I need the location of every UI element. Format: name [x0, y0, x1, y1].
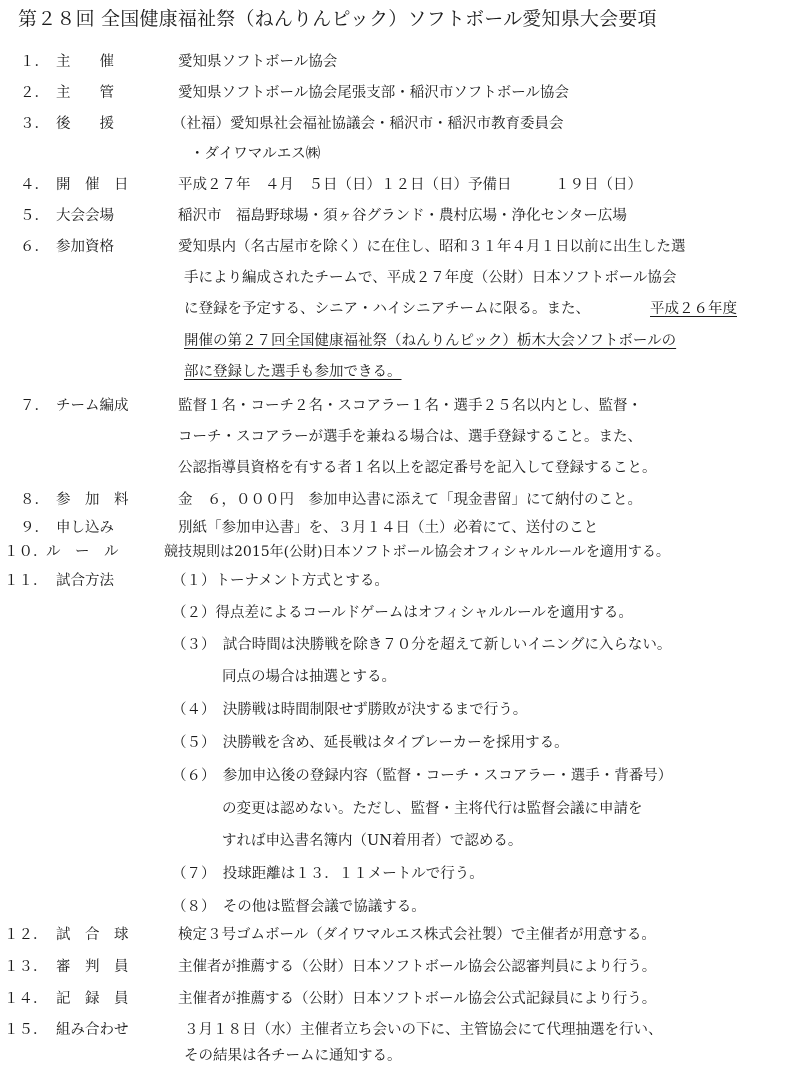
section-8-text: 金 ６，０００円 参加申込書に添えて「現金書留」にて納付のこと。 — [178, 492, 642, 508]
section-14-label: 記 録 員 — [56, 991, 129, 1007]
section-6-text-2: 手により編成されたチームで、平成２７年度（公財）日本ソフトボール協会 — [184, 270, 677, 286]
page-title: 第２８回 全国健康福祉祭（ねんりんピック）ソフトボール愛知県大会要項 — [18, 8, 657, 30]
section-14-number: １４． — [4, 991, 48, 1007]
section-11-label: 試合方法 — [56, 573, 114, 589]
section-6-text-1: 愛知県内（名古屋市を除く）に在住し、昭和３１年４月１日以前に出生した選 — [178, 239, 686, 255]
section-11-item-3: （３） 試合時間は決勝戦を除き７０分を超えて新しいイニングに入らない。 — [172, 637, 672, 653]
section-10-label: ル ー ル — [46, 544, 119, 560]
section-4-label: 開 催 日 — [56, 177, 129, 193]
section-6-number: ６． — [20, 239, 49, 255]
section-1-text: 愛知県ソフトボール協会 — [178, 54, 338, 70]
section-11-item-4: （４） 決勝戦は時間制限せず勝敗が決するまで行う。 — [172, 702, 528, 718]
section-6-text-4: 開催の第２７回全国健康福祉祭（ねんりんピック）栃木大会ソフトボールの — [184, 333, 677, 349]
section-7-text-2: コーチ・スコアラーが選手を兼ねる場合は、選手登録すること。また、 — [178, 429, 642, 445]
section-8-number: ８． — [20, 492, 49, 508]
section-5-text: 稲沢市 福島野球場・須ヶ谷グランド・農村広場・浄化センター広場 — [178, 208, 627, 224]
section-15-number: １５． — [4, 1022, 48, 1038]
section-7-number: ７． — [20, 398, 49, 414]
section-9-label: 申し込み — [56, 520, 114, 536]
section-11-number: １１． — [4, 573, 48, 589]
section-7-label: チーム編成 — [56, 398, 129, 414]
section-7-text-1: 監督１名・コーチ２名・スコアラー１名・選手２５名以内とし、監督・ — [178, 398, 642, 414]
section-6-text-5: 部に登録した選手も参加できる。 — [184, 364, 402, 380]
section-7-text-3: 公認指導員資格を有する者１名以上を認定番号を記入して登録すること。 — [178, 460, 657, 476]
section-12-text: 検定３号ゴムボール（ダイワマルエス株式会社製）で主催者が用意する。 — [178, 927, 656, 943]
section-11-item-8: （８） その他は監督会議で協議する。 — [172, 899, 426, 915]
section-15-text-2: その結果は各チームに通知する。 — [184, 1048, 402, 1064]
section-3-text-2: ・ダイワマルエス㈱ — [190, 146, 321, 162]
section-13-text: 主催者が推薦する（公財）日本ソフトボール協会公認審判員により行う。 — [178, 959, 657, 975]
section-5-label: 大会会場 — [56, 208, 114, 224]
section-11-item-6-cont-2: すれば申込書名簿内（UN着用者）で認める。 — [222, 833, 523, 849]
section-11-item-1: （１）トーナメント方式とする。 — [172, 573, 389, 589]
section-15-text-1: ３月１８日（水）主催者立ち会いの下に、主管協会にて代理抽選を行い、 — [184, 1022, 663, 1038]
section-11-item-6: （６） 参加申込後の登録内容（監督・コーチ・スコアラー・選手・背番号） — [172, 768, 673, 784]
section-5-number: ５． — [20, 208, 49, 224]
section-3-label: 後 援 — [56, 116, 114, 132]
section-9-number: ９． — [20, 520, 49, 536]
section-2-label: 主 管 — [56, 85, 114, 101]
section-1-label: 主 催 — [56, 54, 114, 70]
section-9-text: 別紙「参加申込書」を、３月１４日（土）必着にて、送付のこと — [178, 520, 599, 536]
section-13-number: １３． — [4, 959, 48, 975]
section-13-label: 審 判 員 — [56, 959, 129, 975]
section-11-item-6-cont-1: の変更は認めない。ただし、監督・主将代行は監督会議に申請を — [222, 801, 643, 817]
section-6-text-3: に登録を予定する、シニア・ハイシニアチームに限る。また、 — [184, 301, 590, 317]
section-10-text: 競技規則は2015年(公財)日本ソフトボール協会オフィシャルルールを適用する。 — [164, 544, 670, 560]
section-11-item-7: （７） 投球距離は１３．１１メートルで行う。 — [172, 866, 484, 882]
section-14-text: 主催者が推薦する（公財）日本ソフトボール協会公式記録員により行う。 — [178, 991, 657, 1007]
section-12-number: １２． — [4, 927, 48, 943]
section-4-text: 平成２７年 ４月 ５日（日）１２日（日）予備日 １９日（日） — [178, 177, 642, 193]
section-3-text-1: （社福）愛知県社会福祉協議会・稲沢市・稲沢市教育委員会 — [172, 116, 564, 132]
section-11-item-3-cont: 同点の場合は抽選とする。 — [222, 669, 396, 685]
section-11-item-5: （５） 決勝戦を含め、延長戦はタイブレーカーを採用する。 — [172, 735, 569, 751]
section-3-number: ３． — [20, 116, 49, 132]
section-6-label: 参加資格 — [56, 239, 114, 255]
section-2-number: ２． — [20, 85, 49, 101]
section-10-number: １０． — [4, 544, 48, 560]
section-11-item-2: （２）得点差によるコールドゲームはオフィシャルルールを適用する。 — [172, 605, 633, 621]
section-2-text: 愛知県ソフトボール協会尾張支部・稲沢市ソフトボール協会 — [178, 85, 569, 101]
section-1-number: １． — [20, 54, 49, 70]
section-4-number: ４． — [20, 177, 49, 193]
section-6-text-3-underlined: 平成２６年度 — [650, 301, 737, 317]
section-15-label: 組み合わせ — [56, 1022, 129, 1038]
section-8-label: 参 加 料 — [56, 492, 129, 508]
section-12-label: 試 合 球 — [56, 927, 129, 943]
